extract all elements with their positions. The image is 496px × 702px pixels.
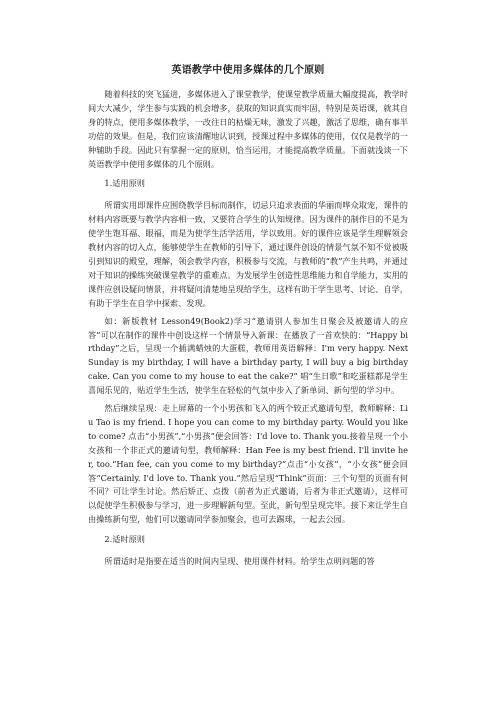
document-title: 英语教学中使用多媒体的几个原则 — [171, 65, 325, 76]
section-heading-timely-principle: 2.适时原则 — [104, 534, 145, 545]
section-heading-applicable-principle: 1.适用原则 — [104, 178, 145, 189]
section-2-paragraph-1: 所谓适时是指要在适当的时间内呈现、使用课件材料。给学生点明问题的答 — [104, 556, 375, 567]
section-1-paragraph-3: 然后继续呈现：走上屏幕的一个小男孩和飞入的两个较正式邀请句型，教师解释：Liu Tao is my friend. I hope you can come to my birthday party. Would you like to come? 点击“小男孩”,“小男孩”便会回答：I'd love to. Thank you.接着呈现一个小女孩和一个非正式的邀请句型，教师解释：Han Fee is my best friend. I'll invite her, too.“Han fee, can you come to my birthday?”点击“小女孩”，“小女孩”便会回答“Certainly. I'd love to. Thank you.”然后呈现“Think”页面：三个句型的页面有何不同？可让学生讨论。然后矫正、点拨（前者为正式邀请，后者为非正式邀请），这样可以促使学生积极参与学习，进一步理解新句型。至此，新句型呈现完毕。接下来让学生自由操练新句型，他们可以邀请同学参加聚会，也可去踢球，一起去公园。 — [88, 403, 408, 525]
section-1-paragraph-1: 所谓实用即课件应围绕教学目标而制作，切忌只追求表面的华丽而哗众取宠，课件的材料内容既要与教学内容相一致，又要符合学生的认知规律。因为课件的制作目的不是为使学生饱耳福、眼福，而是为使学生活学活用，学以致用。好的课件应该是学生理解领会教材内容的切入点，能够使学生在教师的引导下，通过课件创设的情景气氛不知不觉被吸引到知识的殿堂，理解，领会教学内容，积极参与交流，与教师的“教”产生共鸣，并通过对于知识的操练突破课堂教学的重难点。为发展学生创造性思维能力和自学能力，实用的课件应创设疑问情景，并将疑问清楚地呈现给学生，这样有助于学生思考、讨论、自学，有助于学生在自学中探索、发现。 — [88, 200, 408, 308]
section-1-paragraph-2: 如：新版教材 Lesson49(Book2)学习“邀请别人参加生日聚会及被邀请人的应答”可以在制作的课件中创设这样一个情景导入新课：在播放了一首欢快的：“Happy birthday”之后，呈现一个插满蜡烛的大蛋糕，教师用英语解释：I'm very happy. Next Sunday is my birthday, I will have a birthday party, I will buy a big birthday cake. Can you come to my house to eat the cake?” 唱“生日歌”和吃蛋糕都是学生喜闻乐见的，贴近学生生活，使学生在轻松的气氛中步入了新单词、新句型的学习中。 — [88, 315, 408, 396]
intro-paragraph: 随着科技的突飞猛进，多媒体进入了课堂教学，使课堂教学质量大幅度提高，教学时间大大减少，学生参与实践的机会增多，获取的知识真实而牢固，特别是英语课，就其自身的特点，使用多媒体教学，一改往日的枯燥无味，激发了兴趣，激活了思维，确有事半功倍的效果。但是，我们应该清醒地认识到，授课过程中多媒体的使用，仅仅是教学的一种辅助手段。因此只有掌握一定的原则，恰当运用，才能提高教学质量。下面就浅谈一下英语教学中使用多媒体的几个原则。 — [88, 89, 408, 169]
